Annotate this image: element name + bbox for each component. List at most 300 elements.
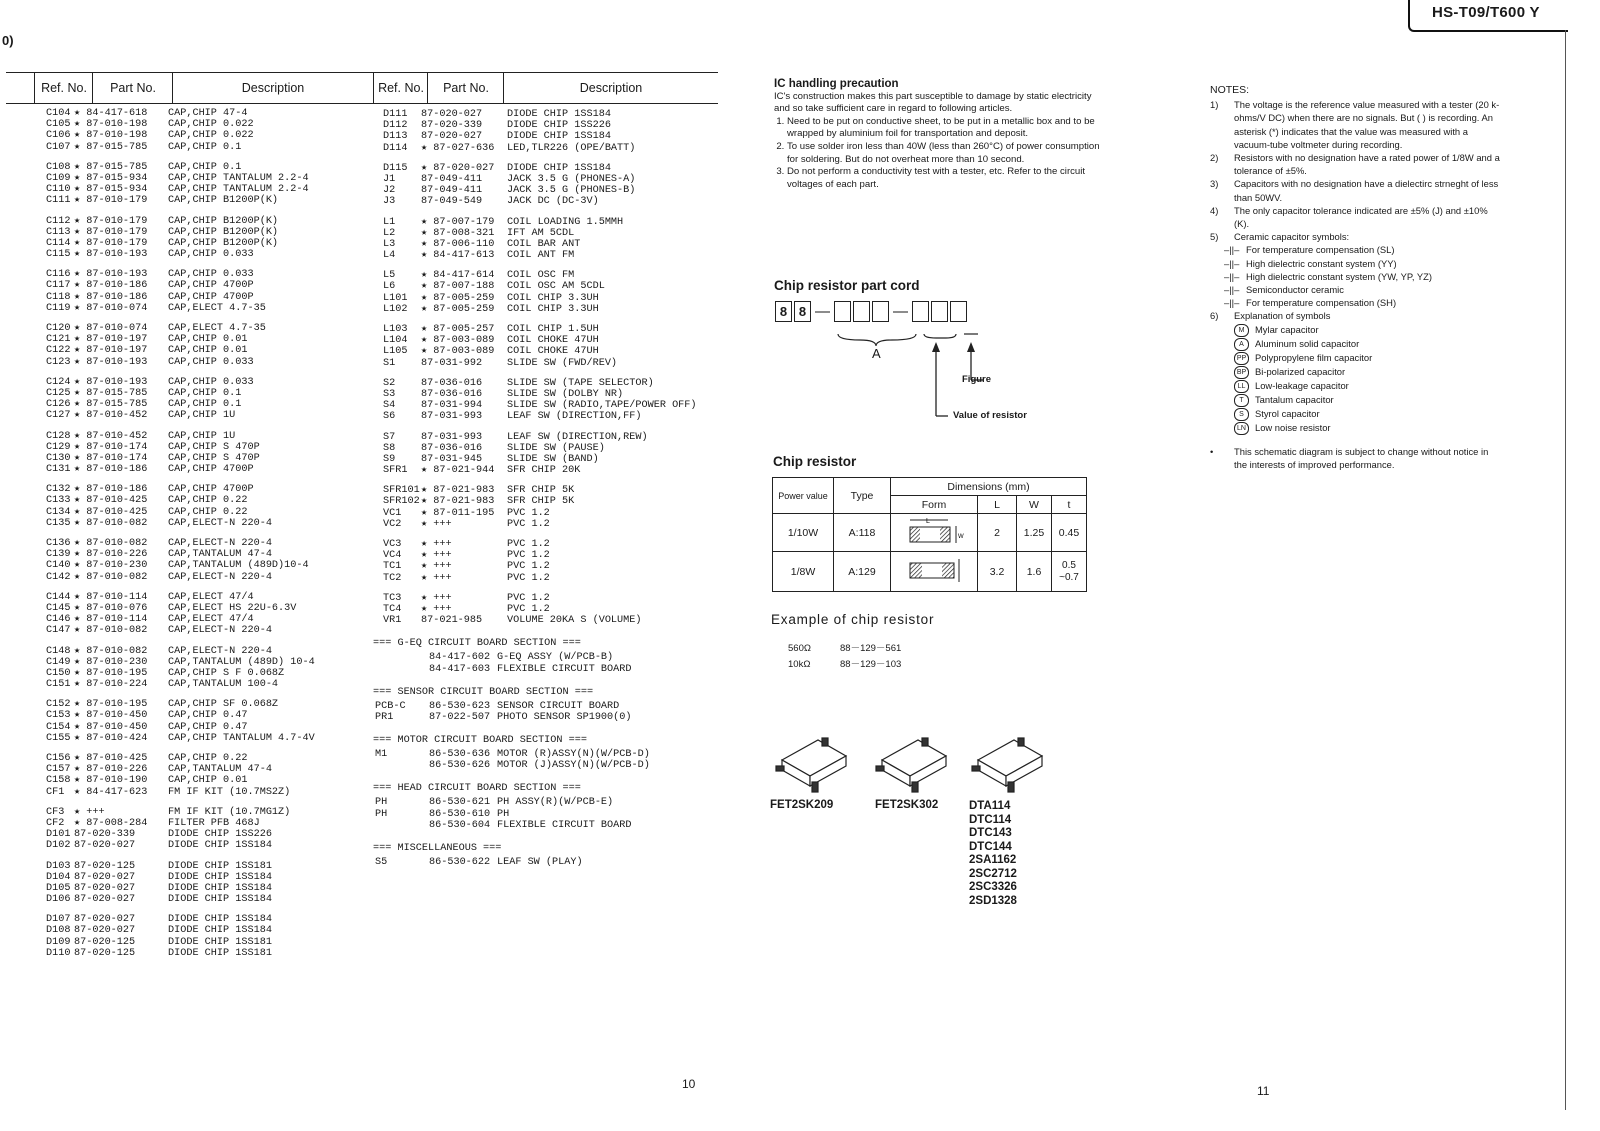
- cell-description: COIL CHIP 1.5UH: [507, 324, 599, 335]
- cell-part-no: ★ 87-010-452: [74, 410, 148, 422]
- table-row: [6, 345, 368, 356]
- note-item: [1210, 177, 1500, 203]
- cell-ref-no: C107: [46, 141, 71, 153]
- cell-ref-no: SFR101: [383, 485, 420, 497]
- table-row: [6, 238, 368, 249]
- cell-description: PVC 1.2: [507, 592, 550, 604]
- cell-part-no: ★ +++: [74, 806, 105, 818]
- cell-part-no: ★ 87-010-082: [74, 571, 148, 583]
- symbol-text: Aluminum solid capacitor: [1255, 337, 1360, 349]
- cell-description: CAP,CHIP B1200P(K): [168, 226, 279, 238]
- cell-part-no: ★ 87-015-934: [74, 184, 148, 196]
- table-row: [6, 538, 368, 549]
- table-row: [373, 143, 718, 154]
- cord-box: [912, 301, 929, 322]
- cell-part-no: ★ 87-010-174: [74, 452, 148, 464]
- cell-description: CAP,CHIP B1200P(K): [168, 215, 279, 227]
- table-row: [373, 701, 718, 712]
- col-power-value: Power value: [773, 478, 834, 514]
- ceramic-symbol-text: For temperature compensation (SH): [1246, 297, 1397, 309]
- part-cord-boxes: 8 8 — —: [775, 301, 967, 322]
- cell-part-no: ★ 87-010-186: [74, 484, 148, 496]
- cell-description: CAP,TANTALUM (489D)10-4: [168, 560, 309, 572]
- cell-ref-no: C127: [46, 410, 71, 422]
- ceramic-capacitor-icon: –||–: [1224, 244, 1240, 256]
- ceramic-symbol-text: For temperature compensation (SL): [1246, 244, 1395, 256]
- table-row: [373, 712, 718, 723]
- table-row: [6, 657, 368, 668]
- transistor-label-2: FET2SK302: [875, 799, 939, 811]
- ceramic-symbol-item: [1224, 296, 1500, 309]
- cell-part-no: ★ 87-010-193: [74, 249, 148, 261]
- cell-description: IFT AM 5CDL: [507, 227, 575, 239]
- symbol-text: Tantalum capacitor: [1255, 393, 1334, 405]
- cell-part-no: ★ 87-027-636: [421, 142, 495, 154]
- cell-part-no: ★ 87-010-424: [74, 732, 148, 744]
- table-row: [6, 937, 368, 948]
- cell-l: 3.2: [978, 552, 1017, 592]
- cell-ref-no: C131: [46, 464, 71, 476]
- svg-text:W: W: [958, 534, 964, 540]
- cell-description: CAP,CHIP S 470P: [168, 452, 260, 464]
- cell-part-no: ★ +++: [421, 518, 452, 530]
- example-rows: [788, 641, 901, 673]
- cell-description: DIODE CHIP 1SS181: [168, 947, 272, 959]
- header-ref-no: Ref. No.: [34, 73, 93, 103]
- cell-description: DIODE CHIP 1SS226: [168, 829, 272, 841]
- note-text: Ceramic capacitor symbols:: [1234, 231, 1350, 243]
- example-value: 560Ω: [788, 643, 811, 654]
- header-ref-no-2: Ref. No.: [373, 73, 428, 103]
- cell-ref-no: S4: [383, 400, 396, 412]
- circled-symbol-icon: PP: [1234, 352, 1249, 365]
- cell-part-no: ★ 87-010-450: [74, 721, 148, 733]
- chip-form-drawing: [904, 554, 964, 586]
- right-margin-rule: [1565, 30, 1566, 1110]
- table-row: [373, 293, 718, 304]
- note-text: Resistors with no designation have a rated power of 1/8W and a tolerance of ±5%.: [1234, 152, 1500, 177]
- cell-part-no: ★ 87-010-179: [74, 237, 148, 249]
- table-row: [373, 760, 718, 771]
- cell-description: CAP,TANTALUM (489D) 10-4: [168, 656, 315, 668]
- cell-ref-no: C110: [46, 184, 71, 196]
- cell-part-no: 86-530-623: [429, 700, 491, 712]
- cell-part-no: 87-021-985: [421, 615, 483, 627]
- table-row: [6, 507, 368, 518]
- note-text: The voltage is the reference value measured with a tester (20 k-ohms/V DC) when there are no signals. But ( ) is recording. An asterisk (*) indicates that the value was measured with a vacuum-tube voltmeter during recording.: [1234, 99, 1500, 150]
- ic-handling-precaution: [774, 78, 1104, 191]
- cell-description: CAP,CHIP 0.1: [168, 399, 242, 411]
- table-row: [6, 549, 368, 560]
- table-row: [6, 334, 368, 345]
- cell-part-no: ★ 87-015-785: [74, 387, 148, 399]
- cell-part-no: ★ 87-010-226: [74, 549, 148, 561]
- part-cord-label-value: Value of resistor: [953, 410, 1027, 421]
- table-row: [373, 519, 718, 530]
- cell-part-no: ★ 87-010-450: [74, 710, 148, 722]
- example-title: Example of chip resistor: [771, 612, 935, 627]
- bullet-icon: •: [1210, 445, 1214, 457]
- cell-part-no: ★ 87-003-089: [421, 346, 495, 358]
- cell-description: FLEXIBLE CIRCUIT BOARD: [497, 663, 632, 675]
- cell-ref-no: C111: [46, 195, 71, 207]
- cell-part-no: ★ 87-021-983: [421, 496, 495, 508]
- parts-column-left: [6, 108, 368, 959]
- cell-part-no: ★ 87-010-198: [74, 119, 148, 131]
- cell-part-no: 87-020-027: [421, 109, 483, 120]
- cell-description: CAP,CHIP 1U: [168, 430, 236, 442]
- circled-symbol-icon: LN: [1234, 422, 1249, 435]
- cell-part-no: 87-036-016: [421, 377, 483, 389]
- cell-ref-no: TC4: [383, 603, 402, 615]
- cell-description: COIL OSC FM: [507, 270, 575, 282]
- table-row: [373, 604, 718, 615]
- chip-resistor-title: Chip resistor: [773, 454, 857, 469]
- cell-ref-no: S1: [383, 357, 396, 369]
- chip-resistor-part-cord-title: Chip resistor part cord: [774, 278, 920, 293]
- cell-description: CAP,TANTALUM 47-4: [168, 764, 272, 776]
- table-row: [373, 573, 718, 584]
- cell-description: FLEXIBLE CIRCUIT BOARD: [497, 819, 632, 831]
- cell-ref-no: L3: [383, 238, 396, 250]
- transistor-name: 2SD1328: [969, 894, 1017, 907]
- section-title-geq: === G-EQ CIRCUIT BOARD SECTION ===: [373, 638, 581, 650]
- cell-description: COIL ANT FM: [507, 250, 575, 262]
- circled-symbol-icon: S: [1234, 408, 1249, 421]
- table-row: [373, 185, 718, 196]
- cell-part-no: ★ 87-005-259: [421, 303, 495, 315]
- part-cord-label-a: A: [872, 346, 881, 361]
- table-row: [6, 303, 368, 314]
- cell-ref-no: S8: [383, 442, 396, 454]
- table-row: [6, 484, 368, 495]
- transistor-label-3: [969, 800, 1017, 908]
- col-t: t: [1052, 496, 1087, 514]
- cell-ref-no: D102: [46, 840, 71, 852]
- cell-description: LEAF SW (PLAY): [497, 857, 583, 868]
- section-title-sensor: === SENSOR CIRCUIT BOARD SECTION ===: [373, 686, 594, 698]
- symbol-item: [1234, 351, 1500, 365]
- symbol-item: [1234, 393, 1500, 407]
- cell-ref-no: C146: [46, 614, 71, 626]
- cell-description: CAP,CHIP 0.1: [168, 141, 242, 153]
- cell-ref-no: D109: [46, 936, 71, 948]
- note-text: Capacitors with no designation have a dielectirc strneght of less than 50WV.: [1234, 178, 1499, 203]
- cell-part-no: 86-530-621: [429, 797, 491, 809]
- cell-description: SLIDE SW (DOLBY NR): [507, 388, 624, 400]
- table-row: [6, 733, 368, 744]
- table-row: [373, 346, 718, 357]
- cell-ref-no: D103: [46, 860, 71, 872]
- cell-part-no: ★ +++: [421, 603, 452, 615]
- cell-part-no: ★ 87-010-198: [74, 130, 148, 142]
- cell-ref-no: C153: [46, 710, 71, 722]
- cell-part-no: ★ 87-006-110: [421, 238, 495, 250]
- cell-ref-no: C108: [46, 161, 71, 173]
- example-part-no: 88－129－561: [840, 643, 902, 654]
- table-row: [6, 195, 368, 206]
- cell-ref-no: D110: [46, 947, 71, 959]
- table-row: [6, 925, 368, 936]
- cell-part-no: 84-417-603: [429, 663, 491, 675]
- cell-power: 1/10W: [773, 514, 834, 552]
- cell-ref-no: TC3: [383, 592, 402, 604]
- cell-description: CAP,CHIP 0.01: [168, 775, 248, 787]
- cell-ref-no: C109: [46, 172, 71, 184]
- table-row: [6, 614, 368, 625]
- table-row: [373, 615, 718, 626]
- header-description-2: Description: [503, 73, 718, 103]
- ic-handling-title: IC handling precaution: [774, 78, 899, 90]
- table-row: [6, 807, 368, 818]
- symbol-item: [1234, 407, 1500, 421]
- cell-description: CAP,CHIP 0.01: [168, 334, 248, 346]
- cell-ref-no: VR1: [383, 615, 402, 627]
- cell-ref-no: CF2: [46, 817, 65, 829]
- table-row: [6, 377, 368, 388]
- table-row: [6, 388, 368, 399]
- cell-description: CAP,CHIP S F 0.068Z: [168, 667, 285, 679]
- cell-ref-no: C126: [46, 399, 71, 411]
- cell-description: CAP,ELECT-N 220-4: [168, 571, 272, 583]
- table-row: [6, 130, 368, 141]
- cell-ref-no: C130: [46, 452, 71, 464]
- cell-part-no: 87-020-027: [74, 871, 136, 883]
- table-row: [6, 399, 368, 410]
- cell-ref-no: C145: [46, 602, 71, 614]
- cell-description: COIL CHOKE 47UH: [507, 335, 599, 347]
- cell-ref-no: C104: [46, 108, 71, 119]
- cell-ref-no: D104: [46, 871, 71, 883]
- cell-ref-no: C144: [46, 591, 71, 603]
- symbol-text: Low noise resistor: [1255, 421, 1331, 433]
- symbol-item: [1234, 365, 1500, 379]
- table-row: [6, 861, 368, 872]
- table-row: [373, 250, 718, 261]
- table-row: [373, 443, 718, 454]
- cell-description: CAP,ELECT 4.7-35: [168, 302, 266, 314]
- cell-ref-no: C106: [46, 130, 71, 142]
- cell-part-no: 87-020-027: [74, 914, 136, 926]
- cell-ref-no: CF1: [46, 786, 65, 798]
- transistor-name: 2SA1162: [969, 854, 1017, 866]
- notes-section: [1210, 84, 1500, 471]
- cell-part-no: ★ 87-005-259: [421, 292, 495, 304]
- ic-handling-item-3: 3. Do not perform a conductivity test with a tester, etc. Refer to the circuit voltages of each part.: [787, 166, 1104, 191]
- table-header-right: [373, 72, 718, 104]
- cord-box: [950, 301, 967, 322]
- cell-part-no: ★ 87-008-321: [421, 227, 495, 239]
- cell-description: LEAF SW (DIRECTION,FF): [507, 411, 642, 423]
- cord-box: [834, 301, 851, 322]
- table-row: [6, 227, 368, 238]
- symbol-text: Bi-polarized capacitor: [1255, 365, 1346, 377]
- cell-description: CAP,CHIP 47-4: [168, 108, 248, 119]
- table-row: [373, 797, 718, 808]
- cell-ref-no: M1: [375, 749, 388, 761]
- table-row: [6, 323, 368, 334]
- cell-description: CAP,TANTALUM 100-4: [168, 679, 279, 691]
- table-row: [6, 818, 368, 829]
- cell-ref-no: VC1: [383, 507, 402, 519]
- cell-part-no: ★ 84-417-623: [74, 786, 148, 798]
- cell-ref-no: D101: [46, 829, 71, 841]
- ceramic-capacitor-icon: –||–: [1224, 270, 1240, 282]
- cell-description: CAP,ELECT-N 220-4: [168, 625, 272, 637]
- symbol-text: Styrol capacitor: [1255, 407, 1320, 419]
- cell-description: CAP,CHIP B1200P(K): [168, 195, 279, 207]
- cell-ref-no: L1: [383, 216, 396, 228]
- sot-package-3: [972, 738, 1042, 792]
- cell-part-no: 87-022-507: [429, 711, 491, 723]
- cell-ref-no: C133: [46, 495, 71, 507]
- note-number: 5): [1210, 231, 1219, 243]
- table-row: [6, 292, 368, 303]
- table-row: [6, 142, 368, 153]
- cell-ref-no: TC2: [383, 572, 402, 584]
- table-row: [373, 432, 718, 443]
- cell-ref-no: L105: [383, 346, 408, 358]
- cord-box: [872, 301, 889, 322]
- table-row: [373, 749, 718, 760]
- cell-part-no: ★ 87-010-195: [74, 667, 148, 679]
- cell-ref-no: C139: [46, 549, 71, 561]
- cell-part-no: 87-020-027: [74, 882, 136, 894]
- cell-ref-no: VC2: [383, 518, 402, 530]
- table-row: [6, 560, 368, 571]
- cell-part-no: ★ 87-010-224: [74, 679, 148, 691]
- cell-part-no: ★ 87-010-193: [74, 356, 148, 368]
- section-title-misc: === MISCELLANEOUS ===: [373, 843, 502, 854]
- table-row: [373, 593, 718, 604]
- transistor-name: DTC114: [969, 813, 1012, 826]
- cell-ref-no: C112: [46, 215, 71, 227]
- corner-mark: 0): [2, 33, 14, 48]
- cell-part-no: 87-020-125: [74, 860, 136, 872]
- symbol-item: [1234, 323, 1500, 337]
- circled-symbol-icon: A: [1234, 338, 1249, 351]
- cell-part-no: ★ 87-010-174: [74, 441, 148, 453]
- cell-ref-no: C121: [46, 334, 71, 346]
- cell-description: FM IF KIT (10.7MS2Z): [168, 786, 291, 798]
- table-row: [373, 196, 718, 207]
- cell-description: G-EQ ASSY (W/PCB-B): [497, 652, 614, 664]
- circled-symbol-icon: LL: [1234, 380, 1249, 393]
- cell-description: PVC 1.2: [507, 518, 550, 530]
- col-w: W: [1017, 496, 1052, 514]
- transistor-name: 2SC2712: [969, 867, 1017, 880]
- table-row: [373, 496, 718, 507]
- cell-description: COIL CHOKE 47UH: [507, 346, 599, 358]
- ic-handling-intro: IC's construction makes this part susceptible to damage by static electricity and so take sufficient care in regard to following articles.: [774, 90, 1092, 115]
- table-row: [6, 184, 368, 195]
- table-row: [373, 304, 718, 315]
- note-text: Explanation of symbols: [1234, 310, 1331, 322]
- table-row: [373, 120, 718, 131]
- table-row: [373, 270, 718, 281]
- cell-part-no: 86-530-626: [429, 760, 491, 772]
- cell-description: CAP,CHIP 4700P: [168, 464, 254, 476]
- table-row: [373, 109, 718, 120]
- cell-ref-no: C117: [46, 280, 71, 292]
- note-bullet-text: This schematic diagram is subject to change without notice in the interests of improved performance.: [1234, 445, 1489, 470]
- table-row: [373, 465, 718, 476]
- table-row: [6, 753, 368, 764]
- table-row: [373, 664, 718, 675]
- cell-description: CAP,CHIP 0.22: [168, 495, 248, 507]
- cell-ref-no: S3: [383, 388, 396, 400]
- cell-description: CAP,CHIP 0.022: [168, 130, 254, 142]
- cell-description: CAP,CHIP S 470P: [168, 441, 260, 453]
- table-row: [373, 411, 718, 422]
- cell-description: CAP,CHIP 0.022: [168, 119, 254, 131]
- cell-part-no: ★ 87-011-195: [421, 507, 495, 519]
- cell-description: DIODE CHIP 1SS184: [168, 894, 272, 906]
- cell-ref-no: PCB-C: [375, 700, 406, 712]
- ic-handling-item-1: 1. Need to be put on conductive sheet, to be put in a metallic box and to be wrapped by aluminium foil for transportation and deposit.: [787, 116, 1104, 141]
- circled-symbol-icon: BP: [1234, 366, 1249, 379]
- table-row: [6, 269, 368, 280]
- cell-ref-no: D108: [46, 925, 71, 937]
- cell-ref-no: PH: [375, 808, 388, 820]
- cell-ref-no: TC1: [383, 561, 402, 573]
- sot-package-2: [876, 738, 946, 792]
- table-row: [373, 358, 718, 369]
- parts-column-right: [373, 109, 718, 868]
- cell-power: 1/8W: [773, 552, 834, 592]
- cell-ref-no: C105: [46, 119, 71, 131]
- cell-w: 1.25: [1017, 514, 1052, 552]
- cell-description: PVC 1.2: [507, 561, 550, 573]
- cell-ref-no: C152: [46, 699, 71, 711]
- cell-part-no: ★ 87-010-082: [74, 538, 148, 549]
- table-row: [373, 485, 718, 496]
- symbol-text: Polypropylene film capacitor: [1255, 351, 1373, 363]
- col-type: Type: [834, 478, 891, 514]
- table-row: [373, 454, 718, 465]
- cell-part-no: ★ +++: [421, 539, 452, 550]
- cell-description: CAP,CHIP 0.033: [168, 376, 254, 388]
- cord-box: [853, 301, 870, 322]
- note-number: 2): [1210, 152, 1219, 164]
- cell-ref-no: C157: [46, 764, 71, 776]
- table-row: [373, 174, 718, 185]
- cell-description: CAP,CHIP 1U: [168, 410, 236, 422]
- cell-description: DIODE CHIP 1SS181: [168, 860, 272, 872]
- cell-description: CAP,ELECT 47/4: [168, 591, 254, 603]
- chip-form-drawing: [904, 515, 964, 547]
- cell-part-no: 87-049-549: [421, 196, 483, 208]
- cell-description: MOTOR (R)ASSY(N)(W/PCB-D): [497, 749, 650, 761]
- cell-part-no: 87-020-027: [74, 894, 136, 906]
- ic-handling-item-2: 2. To use solder iron less than 40W (less than 260°C) of power consumption for soldering. But do not overheat more than 10 second.: [787, 141, 1104, 166]
- cell-ref-no: J2: [383, 185, 396, 197]
- table-row: [373, 820, 718, 831]
- table-row: [373, 561, 718, 572]
- cell-description: SLIDE SW (FWD/REV): [507, 357, 618, 369]
- cell-ref-no: PH: [375, 797, 388, 809]
- cell-ref-no: C118: [46, 291, 71, 303]
- table-row: [373, 809, 718, 820]
- cell-ref-no: C120: [46, 323, 71, 334]
- cell-part-no: ★ 87-010-114: [74, 591, 148, 603]
- cell-part-no: ★ 87-010-230: [74, 560, 148, 572]
- cell-ref-no: VC4: [383, 550, 402, 562]
- cell-ref-no: SFR1: [383, 465, 408, 477]
- cell-description: CAP,CHIP SF 0.068Z: [168, 699, 279, 711]
- cell-part-no: ★ 87-010-179: [74, 226, 148, 238]
- cell-description: CAP,ELECT-N 220-4: [168, 645, 272, 657]
